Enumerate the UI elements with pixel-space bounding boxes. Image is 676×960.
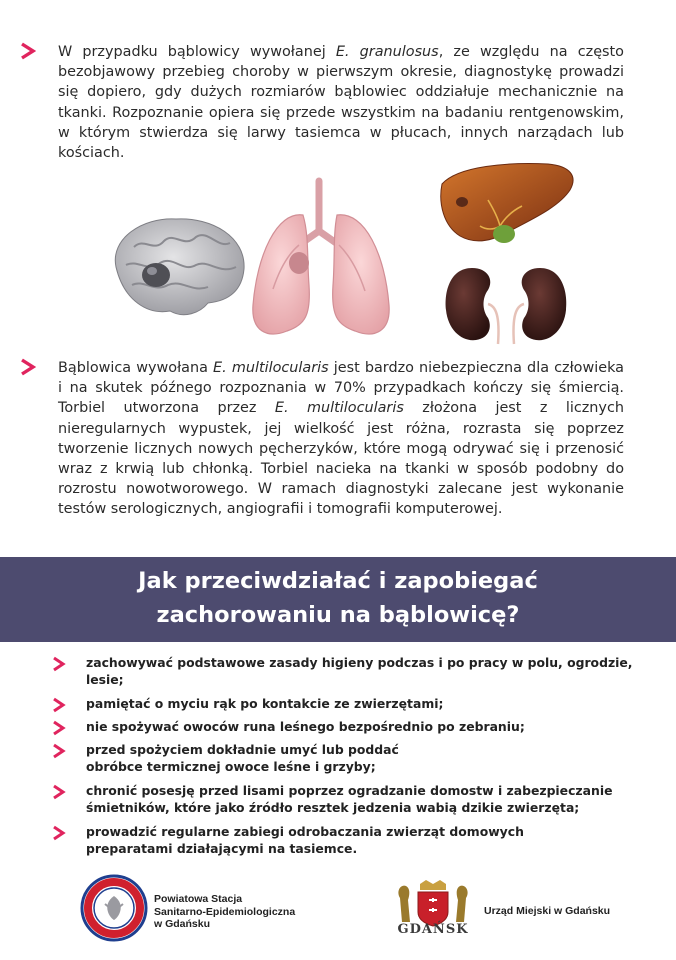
prevention-heading-banner <box>0 557 676 642</box>
diagnosis-paragraph-granulosus <box>58 42 624 163</box>
sanepid-line: w Gdańsku <box>154 918 211 930</box>
paragraph-text: , ze względu na często bezobjawowy przebieg choroby w pierwszym okresie, diagnostykę prowadzi się dopiero, gdy dużych rozmiarów bąblowiec oddziałuje mechanicznie na tkanki. Rozpoznanie opiera się przede wszystkim na badaniu rentgenowskim, w którym stwierdza się larwy tasiemca w płucach, innych narządach lub kościach. <box>58 44 624 162</box>
list-item <box>50 654 650 688</box>
list-item-text: nie spożywać owoców runa leśnego bezpośrednio po zebraniu; <box>86 719 525 734</box>
list-item-text: pamiętać o myciu rąk po kontakcie ze zwierzętami; <box>86 696 444 711</box>
paragraph-text: Bąblowica wywołana <box>58 360 214 376</box>
chevron-right-icon <box>20 42 36 60</box>
list-item <box>50 823 650 857</box>
list-item <box>50 695 650 712</box>
chevron-right-icon <box>52 720 66 736</box>
list-item <box>50 782 650 816</box>
gdansk-wordmark: GDAŃSK <box>397 922 469 937</box>
paragraph-text: jest bardzo niebezpieczna dla człowieka i na skutek późnego rozpoznania w 70% przypadkach kończy się śmiercią. Torbiel utworzona przez <box>58 360 624 417</box>
diagnosis-paragraph-multilocularis <box>58 358 624 520</box>
banner-title-line2: zachorowaniu na bąblowicę? <box>156 602 520 628</box>
list-item-text: prowadzić regularne zabiegi odrobaczania zwierząt domowych preparatami działającymi na tasiemce. <box>86 824 524 856</box>
chevron-right-icon <box>52 656 66 672</box>
chevron-right-icon <box>52 825 66 841</box>
sanepid-line: Powiatowa Stacja <box>154 893 243 905</box>
lungs-illustration <box>247 175 397 347</box>
chevron-right-icon <box>20 358 36 376</box>
sanepid-line: Sanitarno-Epidemiologiczna <box>154 905 296 918</box>
brain-illustration <box>104 207 254 327</box>
prevention-list <box>50 654 650 857</box>
sanepid-name <box>154 893 295 931</box>
chevron-right-icon <box>52 743 66 759</box>
chevron-right-icon <box>52 784 66 800</box>
list-item <box>50 741 650 775</box>
sanepid-seal-logo <box>80 874 148 946</box>
list-item <box>50 718 650 735</box>
list-item-text: przed spożyciem dokładnie umyć lub poddać obróbce termicznej owoce leśne i grzyby; <box>86 742 399 774</box>
species-name: E. multilocularis <box>213 360 329 376</box>
list-item-text: zachowywać podstawowe zasady higieny podczas i po pracy w polu, ogrodzie, lesie; <box>86 655 633 687</box>
species-name: E. multilocularis <box>274 400 404 417</box>
urzad-miejski-name: Urząd Miejski w Gdańsku <box>484 905 611 917</box>
liver-illustration <box>438 160 580 262</box>
kidneys-illustration <box>442 264 570 350</box>
species-name: E. granulosus <box>335 44 439 60</box>
chevron-right-icon <box>52 697 66 713</box>
banner-title-line1: Jak przeciwdziałać i zapobiegać <box>138 568 538 594</box>
paragraph-text: złożona jest z licznych nieregularnych wypustek, jej wielkość jest różna, rozrasta się poprzez tworzenie licznych nowych pęcherzyków, które mogą odrywać się i przenosić wraz z krwią lub chłonką. Torbiel nacieka na tkanki w sposób podobny do rozrostu nowotworowego. W ramach diagnostyki zalecane jest wykonanie testów serologicznych, angiografii i tomografii komputerowej. <box>58 400 624 518</box>
list-item-text: chronić posesję przed lisami poprzez ogradzanie domostw i zabezpieczanie śmietników, które jako źródło resztek jedzenia wabią dzikie zwierzęta; <box>86 783 613 815</box>
paragraph-text: W przypadku bąblowicy wywołanej <box>58 44 336 60</box>
